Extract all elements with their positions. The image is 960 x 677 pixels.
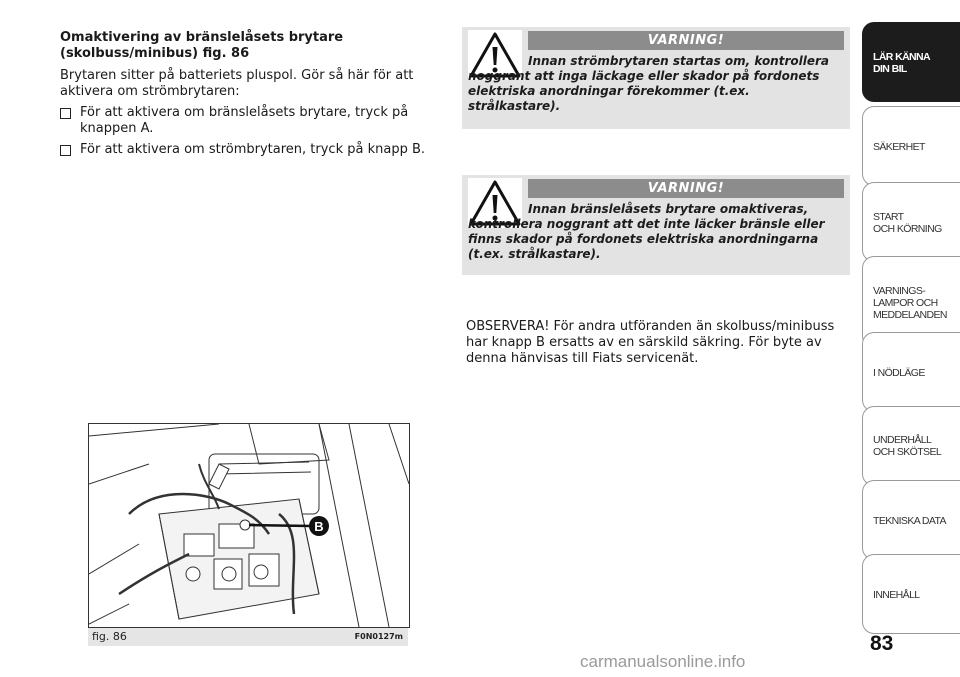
tab-innehall[interactable] bbox=[862, 554, 960, 634]
list-item: För att aktivera om bränslelåsets brytare, tryck på knappen A. bbox=[60, 105, 440, 137]
callout-b-label: B bbox=[314, 519, 324, 534]
watermark: carmanualsonline.info bbox=[580, 652, 746, 671]
tab-label: UNDERHÅLL OCH SKÖTSEL bbox=[873, 434, 942, 458]
tab-label: SÄKERHET bbox=[873, 141, 925, 153]
tab-sakerhet[interactable] bbox=[862, 106, 960, 186]
tab-start-och-korning[interactable] bbox=[862, 182, 960, 262]
checkbox-bullet-icon bbox=[60, 108, 71, 119]
tab-label: LÄR KÄNNA DIN BIL bbox=[873, 51, 931, 75]
tab-label: TEKNISKA DATA bbox=[873, 515, 946, 527]
note-paragraph: OBSERVERA! För andra utföranden än skolbuss/minibuss har knapp B ersatts av en särskild säkring. För byte av denna hänvisas till Fiats servicenät. bbox=[466, 319, 835, 366]
tab-label: INNEHÅLL bbox=[873, 589, 920, 601]
tab-lar-kanna-din-bil[interactable] bbox=[862, 22, 960, 102]
warning-box bbox=[462, 175, 850, 275]
tab-underhall-och-skotsel[interactable] bbox=[862, 406, 960, 486]
section-heading: Omaktivering av bränslelåsets brytare (skolbuss/minibus) fig. 86 bbox=[60, 30, 344, 61]
intro-paragraph: Brytaren sitter på batteriets pluspol. Gör så här för att aktivera om strömbrytaren: bbox=[60, 68, 414, 99]
figure-label: fig. 86 bbox=[92, 630, 127, 643]
warning-text: Innan strömbrytaren startas om, kontrollera noggrant att inga läckage eller skador på fordonets elektriska anordningar förekommer (t.ex. strålkastare). bbox=[468, 54, 830, 113]
figure-battery-switch bbox=[88, 423, 410, 628]
page-number: 83 bbox=[870, 632, 894, 655]
checkbox-bullet-icon bbox=[60, 145, 71, 156]
warning-box bbox=[462, 27, 850, 129]
battery-illustration bbox=[89, 424, 409, 627]
tab-i-nodlage[interactable] bbox=[862, 332, 960, 412]
tab-label: START OCH KÖRNING bbox=[873, 211, 942, 235]
tab-label: VARNINGS- LAMPOR OCH MEDDELANDEN bbox=[873, 285, 947, 321]
figure-caption bbox=[88, 628, 408, 646]
instruction-list bbox=[60, 105, 440, 158]
figure-code: F0N0127m bbox=[354, 632, 403, 641]
list-item: För att aktivera om strömbrytaren, tryck på knapp B. bbox=[60, 142, 440, 158]
tab-tekniska-data[interactable] bbox=[862, 480, 960, 560]
tab-label: I NÖDLÄGE bbox=[873, 367, 925, 379]
left-column bbox=[60, 30, 440, 163]
warning-title: VARNING! bbox=[528, 31, 844, 50]
warning-text: Innan bränslelåsets brytare omaktiveras, kontrollera noggrant att det inte läcker bränsle eller finns skador på fordonets elektriska anordningarna (t.ex. strålkastare). bbox=[468, 202, 825, 261]
warning-title: VARNING! bbox=[528, 179, 844, 198]
